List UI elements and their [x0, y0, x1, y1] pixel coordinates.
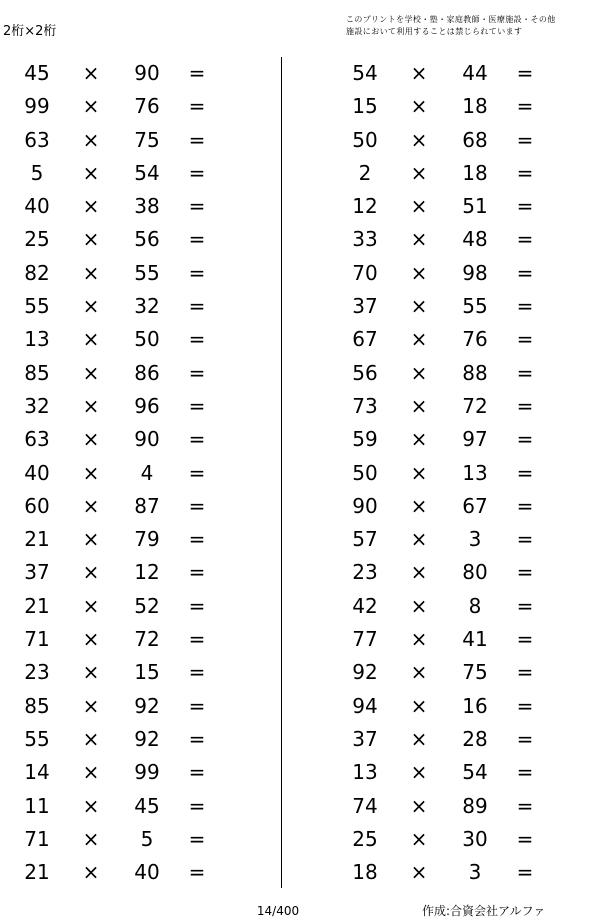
- equals-sign: =: [188, 227, 206, 252]
- multiplicand: 59: [352, 427, 378, 452]
- problem-row: [10, 290, 230, 323]
- multiplier: 18: [462, 94, 488, 119]
- times-sign: ×: [82, 660, 100, 685]
- problem-row: [10, 556, 230, 589]
- multiplier: 92: [134, 726, 160, 751]
- problem-row: [10, 823, 230, 856]
- multiplier: 54: [134, 160, 160, 185]
- times-sign: ×: [82, 493, 100, 518]
- equals-sign: =: [188, 660, 206, 685]
- equals-sign: =: [516, 427, 534, 452]
- equals-sign: =: [516, 227, 534, 252]
- equals-sign: =: [516, 793, 534, 818]
- equals-sign: =: [188, 760, 206, 785]
- multiplicand: 33: [352, 227, 378, 252]
- problem-row: [338, 690, 558, 723]
- problem-row: [338, 223, 558, 256]
- times-sign: ×: [82, 427, 100, 452]
- times-sign: ×: [82, 61, 100, 85]
- times-sign: ×: [410, 427, 428, 452]
- problem-row: [338, 157, 558, 190]
- equals-sign: =: [516, 327, 534, 352]
- multiplicand: 37: [352, 726, 378, 751]
- author-credit: 作成:合資会社アルファ: [422, 904, 546, 918]
- multiplicand: 37: [24, 560, 50, 585]
- equals-sign: =: [516, 760, 534, 785]
- multiplicand: 54: [352, 61, 378, 85]
- times-sign: ×: [410, 327, 428, 352]
- multiplicand: 94: [352, 693, 378, 718]
- times-sign: ×: [410, 227, 428, 252]
- times-sign: ×: [82, 260, 100, 285]
- multiplier: 50: [134, 327, 160, 352]
- equals-sign: =: [188, 527, 206, 552]
- multiplicand: 67: [352, 327, 378, 352]
- column-divider: [281, 57, 282, 888]
- multiplicand: 42: [352, 593, 378, 618]
- times-sign: ×: [410, 460, 428, 485]
- equals-sign: =: [516, 94, 534, 119]
- times-sign: ×: [410, 726, 428, 751]
- multiplier: 28: [462, 726, 488, 751]
- multiplier: 38: [134, 194, 160, 219]
- multiplier: 3: [468, 860, 482, 885]
- multiplier: 90: [134, 427, 160, 452]
- multiplicand: 25: [352, 826, 378, 851]
- problem-row: [338, 257, 558, 290]
- multiplier: 98: [462, 260, 488, 285]
- times-sign: ×: [410, 760, 428, 785]
- times-sign: ×: [410, 693, 428, 718]
- equals-sign: =: [188, 160, 206, 185]
- problem-row: [10, 490, 230, 523]
- problem-row: [10, 323, 230, 356]
- problem-row: [338, 723, 558, 756]
- times-sign: ×: [410, 660, 428, 685]
- multiplicand: 15: [352, 94, 378, 119]
- equals-sign: =: [188, 793, 206, 818]
- times-sign: ×: [82, 460, 100, 485]
- times-sign: ×: [82, 860, 100, 885]
- multiplier: 44: [462, 61, 488, 85]
- times-sign: ×: [82, 294, 100, 319]
- multiplier: 12: [134, 560, 160, 585]
- problem-row: [10, 457, 230, 490]
- multiplier: 89: [462, 793, 488, 818]
- times-sign: ×: [410, 61, 428, 85]
- equals-sign: =: [188, 460, 206, 485]
- multiplier: 4: [140, 460, 154, 485]
- problem-row: [10, 856, 230, 889]
- multiplicand: 5: [30, 160, 44, 185]
- times-sign: ×: [82, 726, 100, 751]
- equals-sign: =: [516, 560, 534, 585]
- times-sign: ×: [82, 627, 100, 652]
- multiplier: 45: [134, 793, 160, 818]
- problem-row: [10, 157, 230, 190]
- times-sign: ×: [410, 127, 428, 152]
- problem-row: [338, 290, 558, 323]
- problem-row: [10, 590, 230, 623]
- times-sign: ×: [82, 793, 100, 818]
- multiplier: 76: [462, 327, 488, 352]
- equals-sign: =: [516, 627, 534, 652]
- problem-row: [10, 790, 230, 823]
- multiplier: 41: [462, 627, 488, 652]
- multiplicand: 71: [24, 627, 50, 652]
- page-number: 14/400: [256, 904, 300, 918]
- multiplier: 51: [462, 194, 488, 219]
- equals-sign: =: [516, 826, 534, 851]
- multiplicand: 21: [24, 593, 50, 618]
- times-sign: ×: [410, 493, 428, 518]
- times-sign: ×: [82, 194, 100, 219]
- times-sign: ×: [410, 560, 428, 585]
- multiplicand: 70: [352, 260, 378, 285]
- problem-row: [338, 323, 558, 356]
- times-sign: ×: [410, 627, 428, 652]
- problem-row: [338, 90, 558, 123]
- multiplier: 67: [462, 493, 488, 518]
- multiplier: 72: [134, 627, 160, 652]
- multiplicand: 56: [352, 360, 378, 385]
- problem-row: [338, 490, 558, 523]
- multiplicand: 25: [24, 227, 50, 252]
- times-sign: ×: [410, 194, 428, 219]
- multiplier: 55: [462, 294, 488, 319]
- times-sign: ×: [82, 560, 100, 585]
- times-sign: ×: [410, 260, 428, 285]
- multiplier: 96: [134, 393, 160, 418]
- multiplicand: 40: [24, 460, 50, 485]
- multiplicand: 12: [352, 194, 378, 219]
- equals-sign: =: [188, 94, 206, 119]
- equals-sign: =: [188, 493, 206, 518]
- problem-row: [338, 656, 558, 689]
- multiplicand: 45: [24, 61, 50, 85]
- problem-row: [10, 623, 230, 656]
- times-sign: ×: [82, 693, 100, 718]
- problem-row: [338, 556, 558, 589]
- multiplier: 40: [134, 860, 160, 885]
- equals-sign: =: [188, 61, 206, 85]
- problem-row: [10, 357, 230, 390]
- equals-sign: =: [188, 393, 206, 418]
- multiplicand: 71: [24, 826, 50, 851]
- equals-sign: =: [516, 527, 534, 552]
- equals-sign: =: [188, 860, 206, 885]
- multiplier: 52: [134, 593, 160, 618]
- problem-row: [338, 457, 558, 490]
- multiplier: 86: [134, 360, 160, 385]
- times-sign: ×: [82, 360, 100, 385]
- multiplicand: 57: [352, 527, 378, 552]
- multiplier: 8: [468, 593, 482, 618]
- multiplier: 87: [134, 493, 160, 518]
- multiplier: 99: [134, 760, 160, 785]
- multiplier: 56: [134, 227, 160, 252]
- multiplier: 80: [462, 560, 488, 585]
- problem-row: [10, 723, 230, 756]
- times-sign: ×: [82, 94, 100, 119]
- equals-sign: =: [516, 360, 534, 385]
- times-sign: ×: [410, 593, 428, 618]
- multiplicand: 40: [24, 194, 50, 219]
- equals-sign: =: [188, 294, 206, 319]
- multiplier: 13: [462, 460, 488, 485]
- equals-sign: =: [516, 294, 534, 319]
- multiplier: 90: [134, 61, 160, 85]
- equals-sign: =: [516, 61, 534, 85]
- times-sign: ×: [82, 160, 100, 185]
- times-sign: ×: [82, 593, 100, 618]
- multiplier: 3: [468, 527, 482, 552]
- multiplier: 48: [462, 227, 488, 252]
- problem-row: [338, 823, 558, 856]
- equals-sign: =: [188, 427, 206, 452]
- equals-sign: =: [188, 826, 206, 851]
- problem-row: [338, 590, 558, 623]
- multiplicand: 21: [24, 527, 50, 552]
- equals-sign: =: [516, 493, 534, 518]
- problem-row: [338, 790, 558, 823]
- multiplicand: 55: [24, 294, 50, 319]
- problem-row: [10, 57, 230, 90]
- problem-row: [338, 357, 558, 390]
- problem-row: [10, 90, 230, 123]
- problem-row: [338, 856, 558, 889]
- multiplier: 30: [462, 826, 488, 851]
- multiplicand: 90: [352, 493, 378, 518]
- multiplier: 5: [140, 826, 154, 851]
- multiplier: 54: [462, 760, 488, 785]
- multiplier: 88: [462, 360, 488, 385]
- multiplier: 16: [462, 693, 488, 718]
- times-sign: ×: [82, 227, 100, 252]
- multiplicand: 14: [24, 760, 50, 785]
- equals-sign: =: [516, 127, 534, 152]
- equals-sign: =: [516, 860, 534, 885]
- equals-sign: =: [516, 194, 534, 219]
- times-sign: ×: [410, 860, 428, 885]
- multiplier: 68: [462, 127, 488, 152]
- problem-row: [338, 523, 558, 556]
- multiplier: 92: [134, 693, 160, 718]
- multiplicand: 32: [24, 393, 50, 418]
- multiplicand: 60: [24, 493, 50, 518]
- multiplicand: 50: [352, 127, 378, 152]
- problem-row: [10, 257, 230, 290]
- problem-row: [338, 390, 558, 423]
- equals-sign: =: [188, 360, 206, 385]
- equals-sign: =: [516, 593, 534, 618]
- multiplier: 76: [134, 94, 160, 119]
- multiplicand: 63: [24, 127, 50, 152]
- problem-row: [338, 756, 558, 789]
- multiplier: 15: [134, 660, 160, 685]
- equals-sign: =: [516, 693, 534, 718]
- times-sign: ×: [410, 826, 428, 851]
- times-sign: ×: [410, 294, 428, 319]
- equals-sign: =: [188, 560, 206, 585]
- times-sign: ×: [410, 527, 428, 552]
- multiplicand: 74: [352, 793, 378, 818]
- problem-row: [10, 756, 230, 789]
- equals-sign: =: [188, 127, 206, 152]
- times-sign: ×: [82, 393, 100, 418]
- problem-row: [338, 623, 558, 656]
- problem-row: [338, 57, 558, 90]
- equals-sign: =: [516, 160, 534, 185]
- equals-sign: =: [516, 726, 534, 751]
- multiplier: 32: [134, 294, 160, 319]
- equals-sign: =: [188, 627, 206, 652]
- equals-sign: =: [188, 693, 206, 718]
- problem-row: [10, 656, 230, 689]
- multiplicand: 2: [358, 160, 372, 185]
- right-problem-column: [338, 57, 558, 889]
- equals-sign: =: [188, 327, 206, 352]
- multiplicand: 82: [24, 260, 50, 285]
- equals-sign: =: [188, 726, 206, 751]
- multiplicand: 23: [24, 660, 50, 685]
- problem-row: [10, 423, 230, 456]
- usage-notice-line-2: 施設において利用することは禁じられています: [346, 27, 523, 36]
- multiplicand: 50: [352, 460, 378, 485]
- multiplier: 18: [462, 160, 488, 185]
- times-sign: ×: [82, 760, 100, 785]
- problem-row: [10, 124, 230, 157]
- times-sign: ×: [82, 527, 100, 552]
- equals-sign: =: [188, 194, 206, 219]
- problem-row: [10, 523, 230, 556]
- problem-row: [338, 190, 558, 223]
- multiplier: 75: [462, 660, 488, 685]
- multiplicand: 37: [352, 294, 378, 319]
- usage-notice-line-1: このプリントを学校・塾・家庭教師・医療施設・その他: [346, 15, 556, 24]
- problem-row: [10, 390, 230, 423]
- times-sign: ×: [82, 127, 100, 152]
- multiplicand: 92: [352, 660, 378, 685]
- multiplicand: 85: [24, 360, 50, 385]
- multiplicand: 73: [352, 393, 378, 418]
- worksheet-title: 2桁×2桁: [3, 24, 57, 39]
- multiplier: 75: [134, 127, 160, 152]
- times-sign: ×: [410, 94, 428, 119]
- equals-sign: =: [516, 660, 534, 685]
- usage-notice: [346, 14, 596, 38]
- multiplicand: 13: [24, 327, 50, 352]
- problem-row: [10, 690, 230, 723]
- times-sign: ×: [410, 360, 428, 385]
- times-sign: ×: [410, 160, 428, 185]
- multiplicand: 18: [352, 860, 378, 885]
- equals-sign: =: [516, 260, 534, 285]
- problem-row: [10, 223, 230, 256]
- multiplicand: 55: [24, 726, 50, 751]
- problem-row: [10, 190, 230, 223]
- multiplier: 97: [462, 427, 488, 452]
- problem-row: [338, 423, 558, 456]
- multiplicand: 99: [24, 94, 50, 119]
- equals-sign: =: [188, 593, 206, 618]
- times-sign: ×: [410, 393, 428, 418]
- problem-row: [338, 124, 558, 157]
- multiplicand: 11: [24, 793, 50, 818]
- multiplier: 55: [134, 260, 160, 285]
- multiplier: 72: [462, 393, 488, 418]
- times-sign: ×: [82, 327, 100, 352]
- multiplier: 79: [134, 527, 160, 552]
- multiplicand: 23: [352, 560, 378, 585]
- equals-sign: =: [516, 393, 534, 418]
- multiplicand: 13: [352, 760, 378, 785]
- multiplicand: 63: [24, 427, 50, 452]
- multiplicand: 85: [24, 693, 50, 718]
- equals-sign: =: [188, 260, 206, 285]
- equals-sign: =: [516, 460, 534, 485]
- multiplicand: 77: [352, 627, 378, 652]
- multiplicand: 21: [24, 860, 50, 885]
- left-problem-column: [10, 57, 230, 889]
- times-sign: ×: [410, 793, 428, 818]
- times-sign: ×: [82, 826, 100, 851]
